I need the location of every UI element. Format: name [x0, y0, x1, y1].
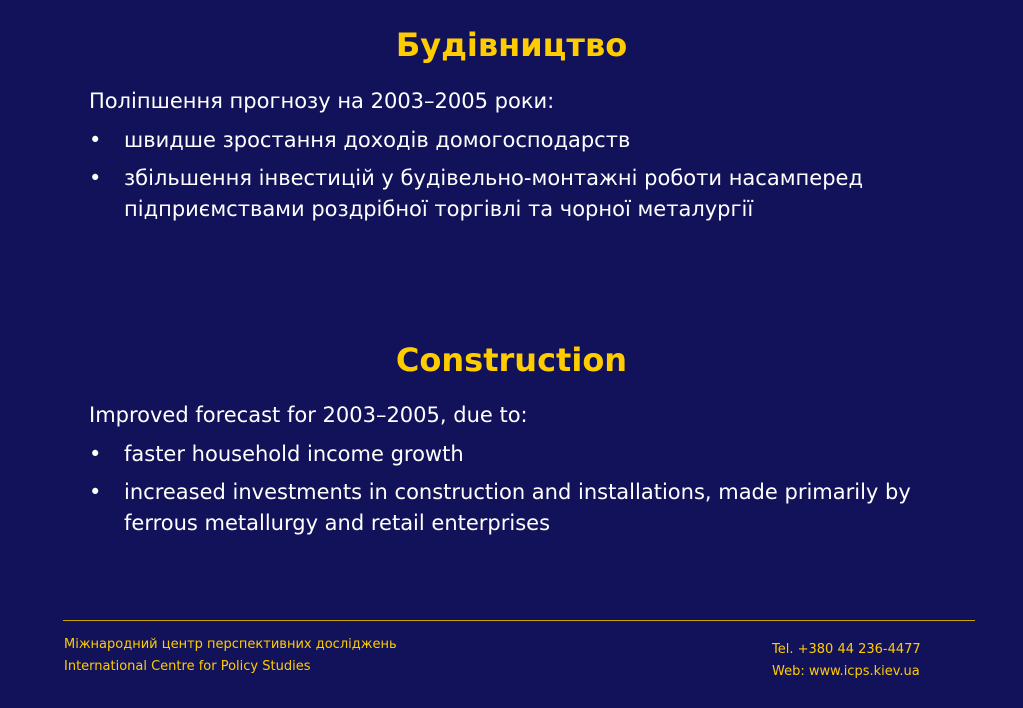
- website-link[interactable]: Web: www.icps.kiev.ua: [772, 664, 920, 679]
- footer-contacts: [772, 639, 921, 683]
- list-item: [89, 477, 949, 539]
- bullet-list-english: [89, 439, 949, 546]
- bullet-text: швидше зростання доходів домогосподарств: [124, 128, 631, 152]
- title-english: Construction: [395, 341, 628, 379]
- bullet-text: faster household income growth: [124, 442, 464, 466]
- footer-divider: [63, 620, 975, 621]
- organization-name-ukrainian: Міжнародний центр перспективних досліджень: [64, 637, 397, 652]
- list-item: [89, 439, 949, 470]
- bullet-text: increased investments in construction and installations, made primarily by ferrous metallurgy and retail enterprises: [124, 480, 911, 535]
- bullet-list-ukrainian: [89, 125, 949, 232]
- bullet-icon: •: [89, 480, 102, 504]
- list-item: [89, 163, 949, 225]
- list-item: [89, 125, 949, 156]
- intro-english: Improved forecast for 2003–2005, due to:: [89, 403, 528, 427]
- title-ukrainian: Будівництво: [395, 26, 628, 64]
- footer-organization: [64, 634, 397, 678]
- bullet-icon: •: [89, 128, 102, 152]
- bullet-text: збільшення інвестицій у будівельно-монтажні роботи насамперед підприємствами роздрібної торгівлі та чорної металургії: [124, 166, 863, 221]
- bullet-icon: •: [89, 166, 102, 190]
- organization-name-english: International Centre for Policy Studies: [64, 659, 311, 674]
- telephone: Tel. +380 44 236-4477: [772, 642, 921, 657]
- bullet-icon: •: [89, 442, 102, 466]
- intro-ukrainian: Поліпшення прогнозу на 2003–2005 роки:: [89, 89, 555, 113]
